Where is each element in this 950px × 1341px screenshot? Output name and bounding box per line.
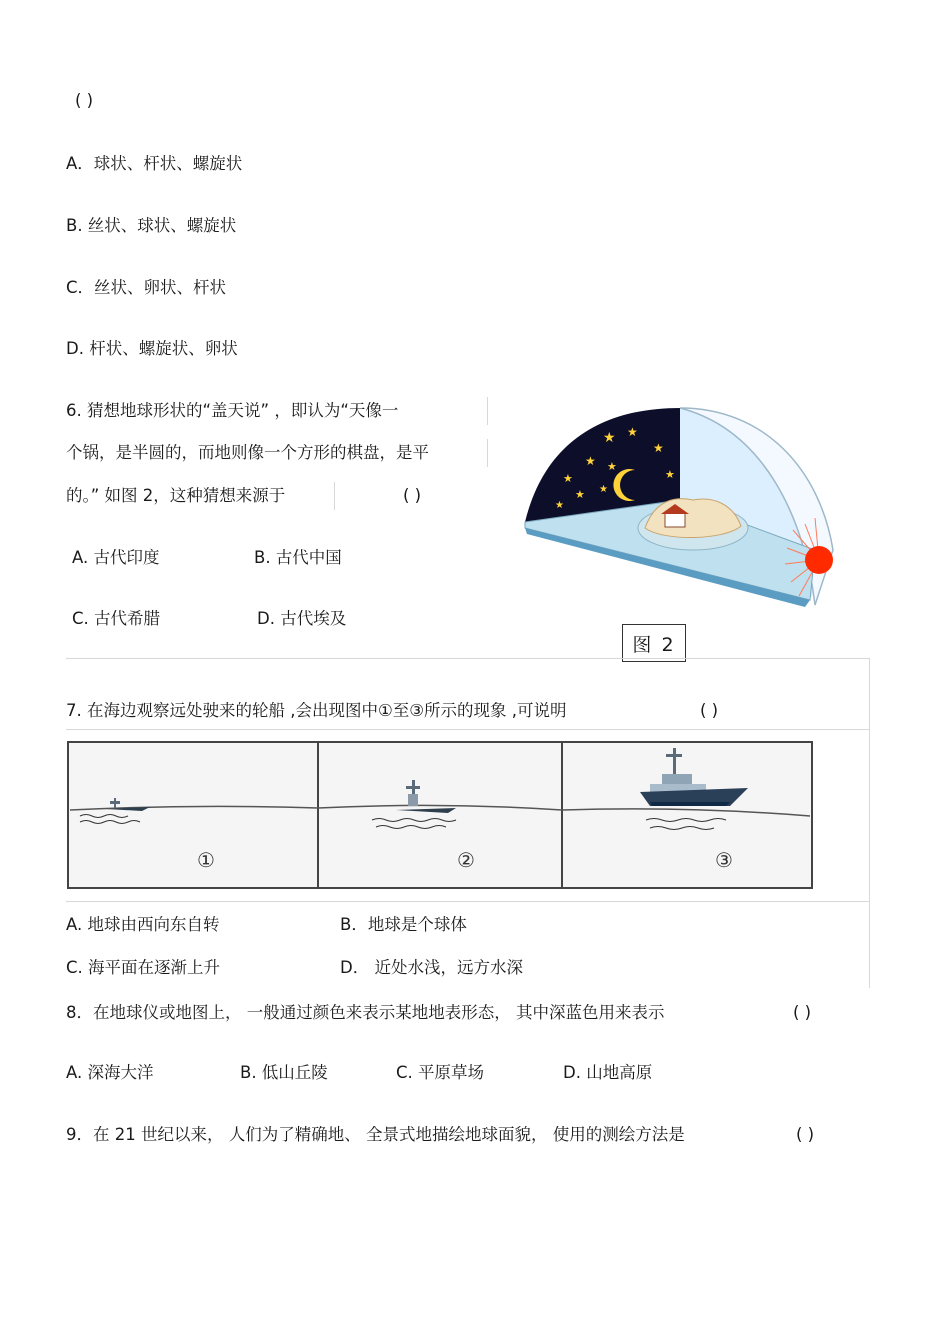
q6-table-border [487,397,488,425]
q6-option-c: C. 古代希腊 [72,609,161,628]
q6-option-d: D. 古代埃及 [257,609,347,628]
q8-option-a: A. 深海大洋 [66,1063,154,1082]
q5-option-b: B. 丝状、球状、螺旋状 [66,216,237,235]
q7-answer-paren: ( ) [700,701,719,720]
panels-frame [68,742,812,888]
q6-option-b: B. 古代中国 [254,548,342,567]
q8-option-c: C. 平原草场 [396,1063,485,1082]
star-icon: ★ [599,484,608,495]
q7-option-d: D． 近处水浅，远方水深 [340,958,523,977]
panel-label-2: ② [457,848,475,872]
star-icon: ★ [607,460,617,473]
q8-option-b: B. 低山丘陵 [240,1063,328,1082]
q7-table-right-border [869,658,870,988]
q6-stem-line1: 6. 猜想地球形状的“盖天说” ，即认为“天像一 [66,401,399,420]
star-icon: ★ [627,425,638,439]
q7-option-c: C. 海平面在逐渐上升 [66,958,221,977]
house-icon [665,513,685,527]
q6-table-border [487,439,488,467]
q6-table-border [334,482,335,510]
star-icon: ★ [603,430,616,446]
q5-option-c: C．丝状、卵状、杆状 [66,278,227,297]
q5-option-a: A．球状、杆状、螺旋状 [66,154,243,173]
q7-table-row-border [66,901,870,902]
q5-answer-paren: ( ) [75,91,94,110]
star-icon: ★ [653,441,664,455]
panel-label-1: ① [197,848,215,872]
q9-stem: 9．在 21 世纪以来， 人们为了精确地、 全景式地描绘地球面貌， 使用的测绘方法是 [66,1125,685,1144]
panel-label-3: ③ [715,848,733,872]
sun-icon [805,546,833,574]
ship-horizon-panels [66,740,816,892]
star-icon: ★ [563,472,573,485]
q6-stem-line2: 个锅，是半圆的，而地则像一个方形的棋盘，是平 [66,443,429,462]
q8-option-d: D. 山地高原 [563,1063,653,1082]
q6-option-a: A. 古代印度 [72,548,160,567]
q9-answer-paren: ( ) [796,1125,815,1144]
q6-answer-paren: ( ) [403,486,422,505]
star-icon: ★ [555,500,564,511]
star-icon: ★ [585,454,596,468]
star-icon: ★ [575,488,585,501]
gaitian-dome-illustration [515,400,845,615]
q7-table-top-border [66,658,870,659]
q6-stem-line3: 的。” 如图 2，这种猜想来源于 [66,486,286,505]
q7-stem: 7. 在海边观察远处驶来的轮船 ,会出现图中①至③所示的现象 ,可说明 [66,701,567,720]
star-icon: ★ [665,468,675,481]
q5-option-d: D. 杆状、螺旋状、卵状 [66,339,238,358]
q7-table-row-border [66,729,870,730]
figure-2-label: 图 2 [622,624,686,662]
q8-stem: 8．在地球仪或地图上， 一般通过颜色来表示某地地表形态， 其中深蓝色用来表示 [66,1003,665,1022]
q7-option-a: A. 地球由西向东自转 [66,915,220,934]
q8-answer-paren: ( ) [793,1003,812,1022]
q7-option-b: B．地球是个球体 [340,915,467,934]
